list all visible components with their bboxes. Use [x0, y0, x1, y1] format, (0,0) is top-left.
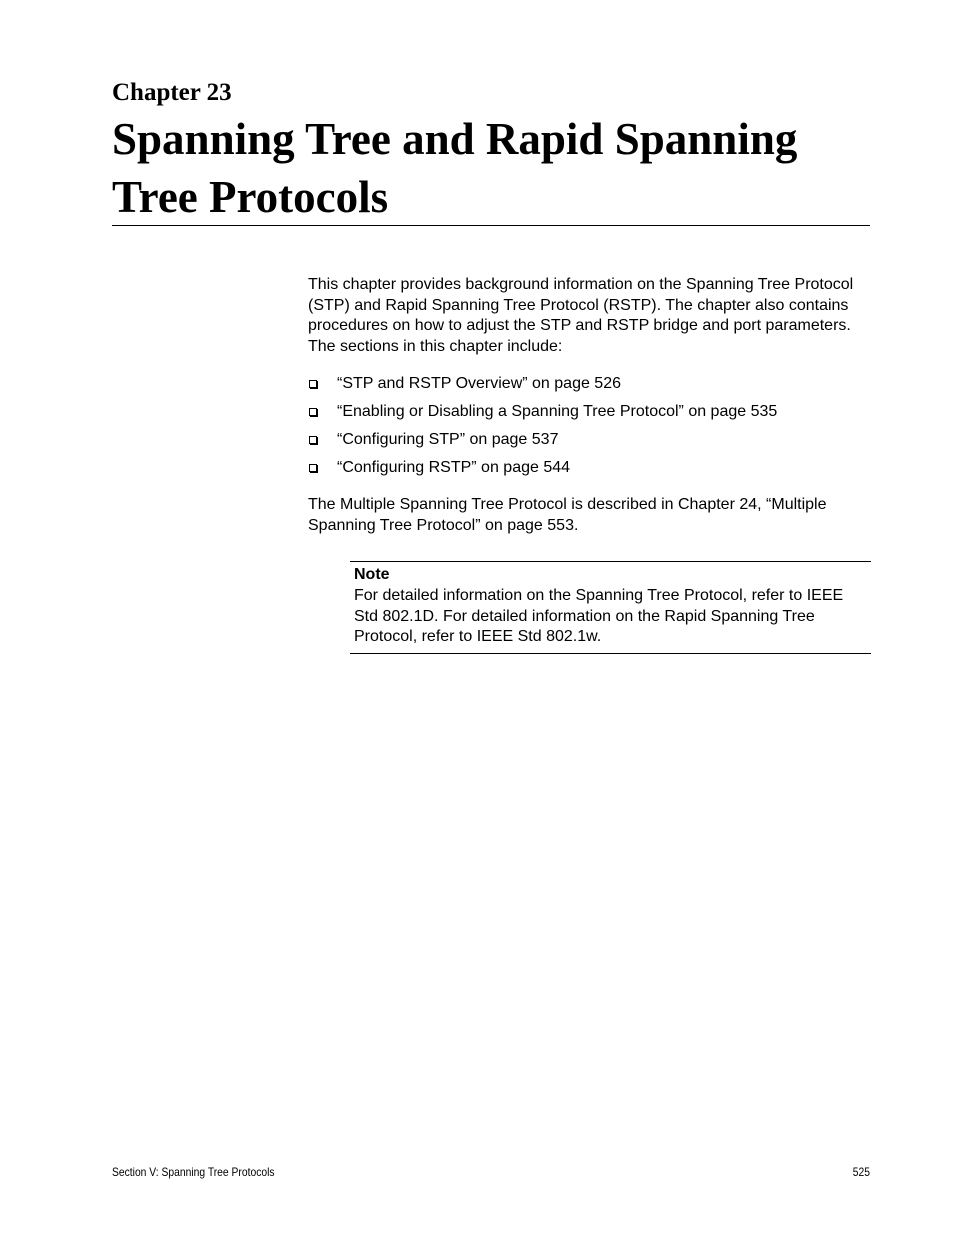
checkbox-bullet-icon [309, 464, 317, 472]
title-rule [112, 225, 870, 226]
section-link[interactable]: “Enabling or Disabling a Spanning Tree Protocol” on page 535 [337, 403, 778, 420]
note-box [350, 561, 871, 654]
list-item [308, 374, 870, 402]
chapter-label: Chapter 23 [112, 79, 232, 106]
note-heading: Note [354, 566, 390, 583]
checkbox-bullet-icon [309, 436, 317, 444]
checkbox-bullet-icon [309, 408, 317, 416]
list-item [308, 430, 870, 458]
intro-paragraph: This chapter provides background information on the Spanning Tree Protocol (STP) and Rapid Spanning Tree Protocol (RSTP). The chapter also contains procedures on how to adjust the STP and RSTP bridge and port parameters. The sections in this chapter include: [308, 276, 854, 355]
section-link[interactable]: “STP and RSTP Overview” on page 526 [337, 375, 621, 392]
footer-page-number: 525 [852, 1165, 870, 1179]
section-link[interactable]: “Configuring RSTP” on page 544 [337, 459, 571, 476]
footer-section-title: Section V: Spanning Tree Protocols [112, 1165, 275, 1179]
mstp-paragraph: The Multiple Spanning Tree Protocol is described in Chapter 24, “Multiple Spanning Tree Protocol” on page 553. [308, 496, 827, 534]
section-link[interactable]: “Configuring STP” on page 537 [337, 431, 559, 448]
checkbox-bullet-icon [309, 380, 317, 388]
chapter-title: Spanning Tree and Rapid Spanning Tree Protocols [112, 114, 798, 222]
list-item [308, 458, 870, 486]
list-item [308, 402, 870, 430]
note-text: For detailed information on the Spanning Tree Protocol, refer to IEEE Std 802.1D. For detailed information on the Rapid Spanning Tree Protocol, refer to IEEE Std 802.1w. [354, 587, 844, 645]
section-list [308, 374, 870, 486]
